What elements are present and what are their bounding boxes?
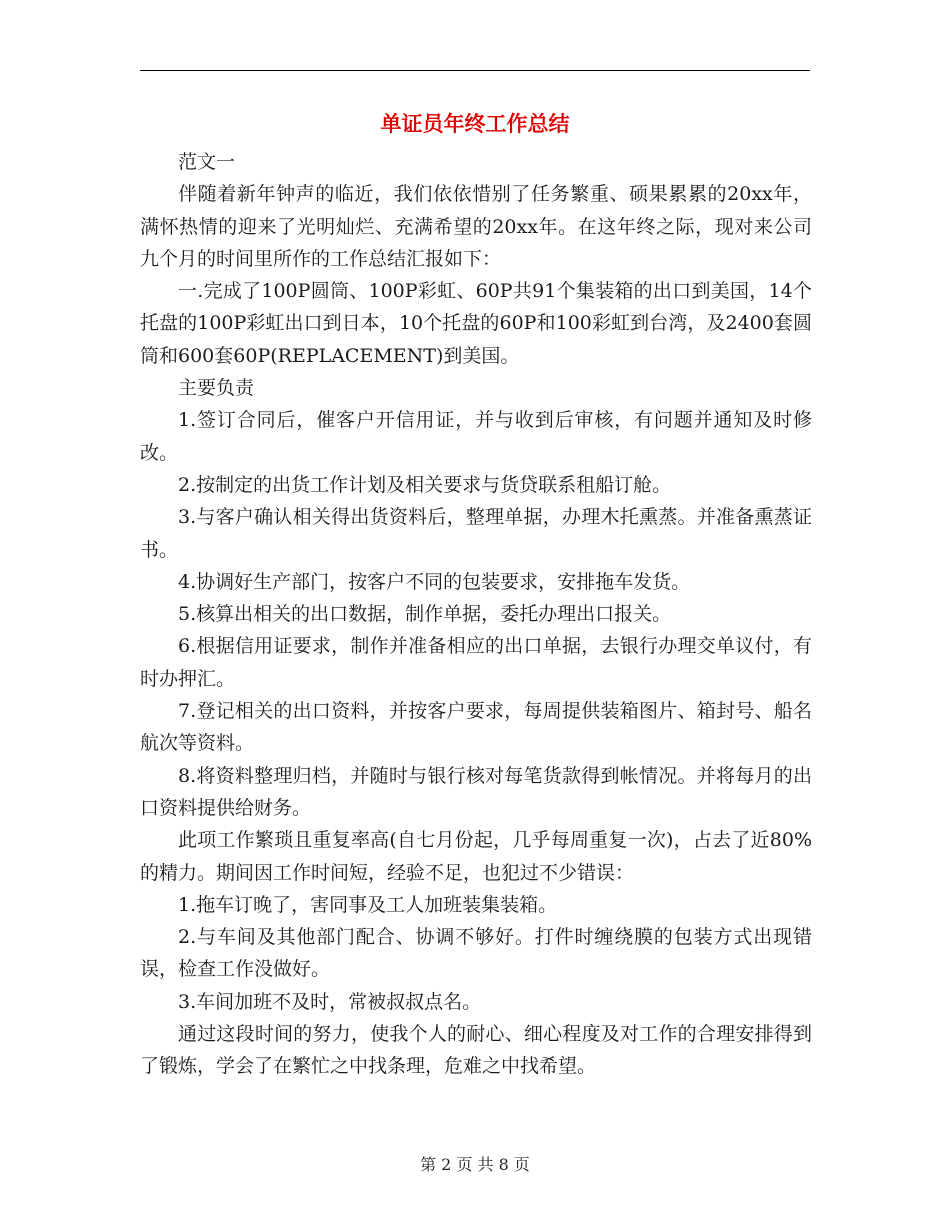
paragraph-duty-6: 6.根据信用证要求，制作并准备相应的出口单据，去银行办理交单议付，有时办押汇。 bbox=[140, 635, 812, 690]
paragraph-achievement: 一.完成了100P圆筒、100P彩虹、60P共91个集装箱的出口到美国，14个托盘的100P彩虹出口到日本，10个托盘的60P和100彩虹到台湾，及2400套圆筒和600套60P(REPLACEMENT)到美国。 bbox=[140, 280, 812, 367]
document-body bbox=[140, 146, 812, 1083]
page-number-footer: 第 2 页 共 8 页 bbox=[420, 1155, 530, 1174]
paragraph-duty-5: 5.核算出相关的出口数据，制作单据，委托办理出口报关。 bbox=[178, 603, 672, 626]
document-title: 单证员年终工作总结 bbox=[380, 112, 570, 136]
paragraph-mistake-2: 2.与车间及其他部门配合、协调不够好。打件时缠绕膜的包装方式出现错误，检查工作没做好。 bbox=[140, 926, 812, 981]
paragraph-duty-3: 3.与客户确认相关得出货资料后，整理单据，办理木托熏蒸。并准备熏蒸证书。 bbox=[140, 506, 812, 561]
paragraph-intro: 伴随着新年钟声的临近，我们依依惜别了任务繁重、硕果累累的20xx年，满怀热情的迎来了光明灿烂、充满希望的20xx年。在这年终之际，现对来公司九个月的时间里所作的工作总结汇报如下： bbox=[140, 183, 812, 270]
paragraph-mistake-3: 3.车间加班不及时，常被叔叔点名。 bbox=[178, 990, 482, 1013]
paragraph-duty-8: 8.将资料整理归档，并随时与银行核对每笔货款得到帐情况。并将每月的出口资料提供给财务。 bbox=[140, 764, 812, 819]
paragraph-section-label: 范文一 bbox=[178, 151, 236, 173]
paragraph-duty-1: 1.签订合同后，催客户开信用证，并与收到后审核，有问题并通知及时修改。 bbox=[140, 409, 812, 464]
paragraph-duty-4: 4.协调好生产部门，按客户不同的包装要求，安排拖车发货。 bbox=[178, 570, 691, 593]
paragraph-duty-7: 7.登记相关的出口资料，并按客户要求，每周提供装箱图片、箱封号、船名航次等资料。 bbox=[140, 700, 812, 755]
paragraph-duty-2: 2.按制定的出货工作计划及相关要求与货贷联系租船订舱。 bbox=[178, 473, 672, 496]
paragraph-workload: 此项工作繁琐且重复率高(自七月份起，几乎每周重复一次)，占去了近80%的精力。期间因工作时间短，经验不足，也犯过不少错误： bbox=[140, 829, 812, 884]
paragraph-mistake-1: 1.拖车订晚了，害同事及工人加班装集装箱。 bbox=[178, 893, 558, 916]
paragraph-duties-heading: 主要负责 bbox=[178, 377, 255, 400]
paragraph-conclusion: 通过这段时间的努力，使我个人的耐心、细心程度及对工作的合理安排得到了锻炼，学会了在繁忙之中找条理，危难之中找希望。 bbox=[140, 1023, 812, 1078]
header-rule bbox=[140, 70, 810, 71]
